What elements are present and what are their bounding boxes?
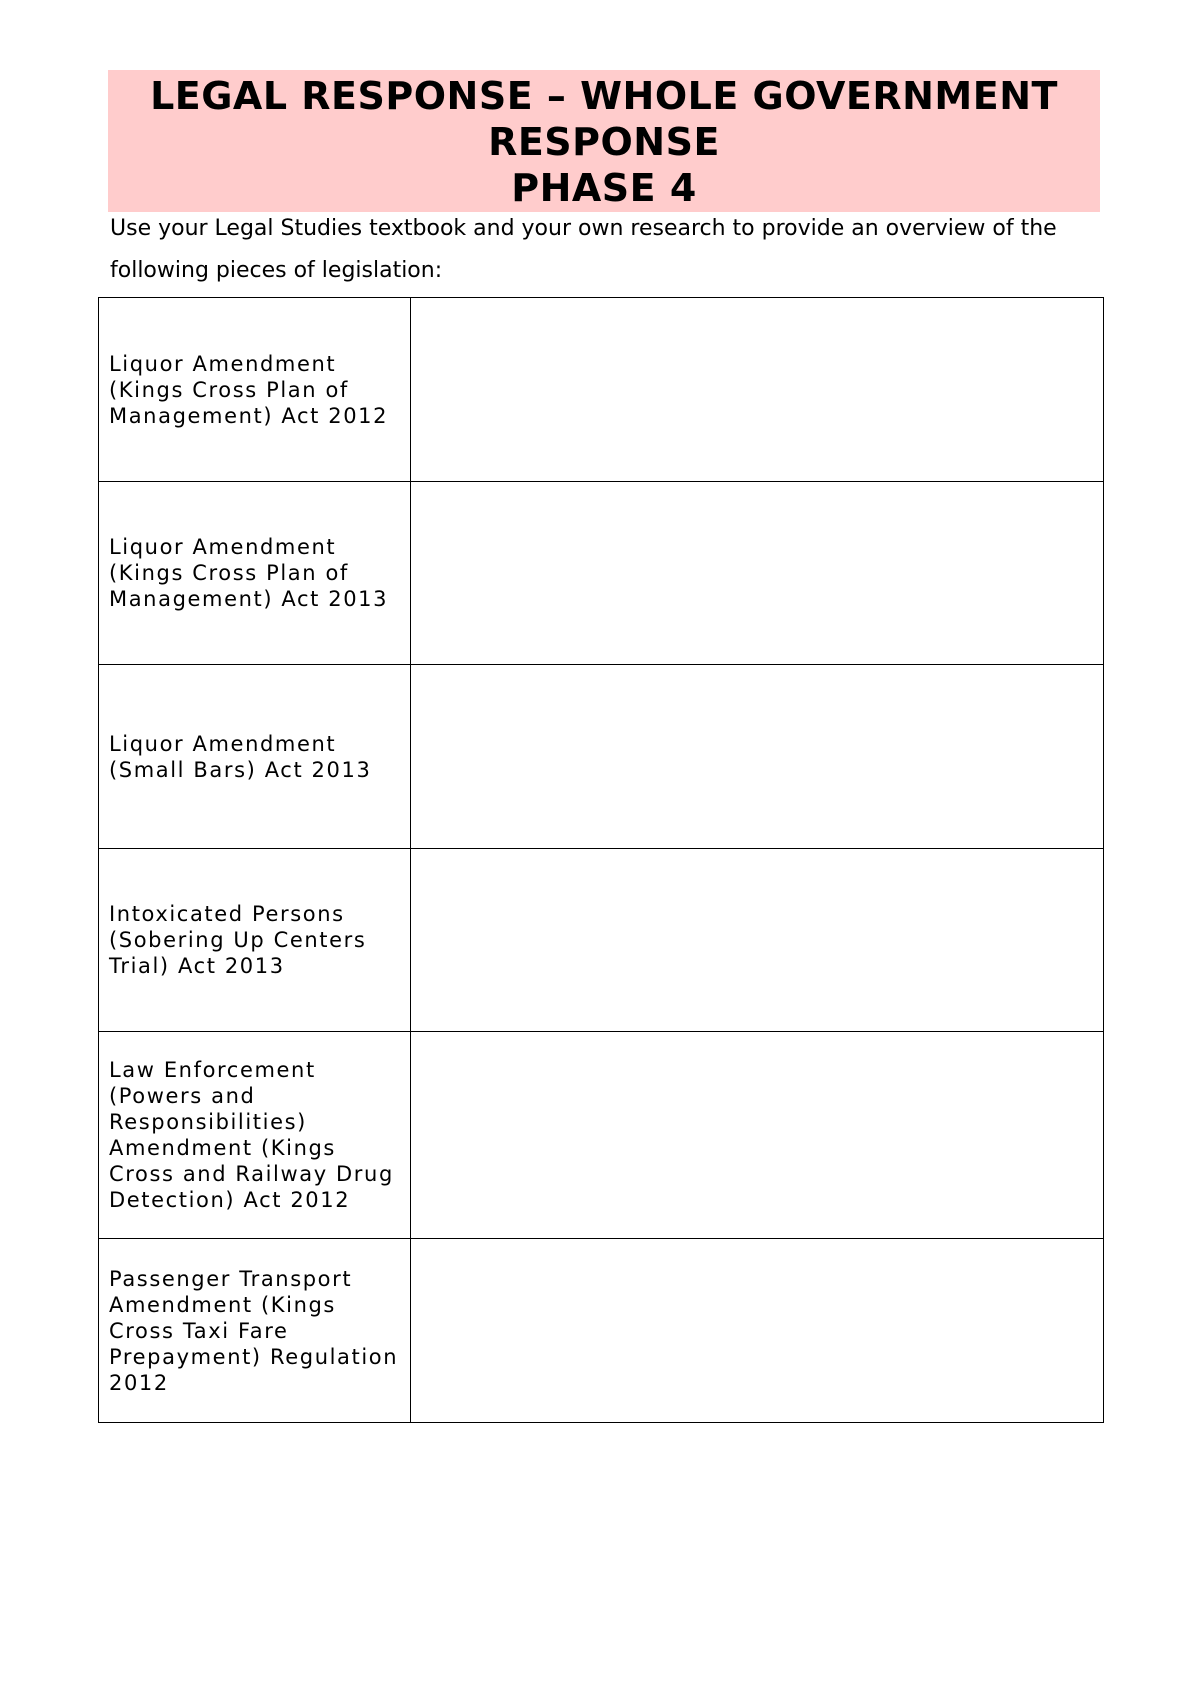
instructions-text: Use your Legal Studies textbook and your own research to provide an overview of the following pieces of legislation: <box>110 216 1057 283</box>
legislation-table <box>98 297 1104 1423</box>
page-title <box>108 70 1100 212</box>
title-line-3: PHASE 4 <box>511 166 697 210</box>
legislation-name: Liquor Amendment (Kings Cross Plan of Management) Act 2013 <box>99 482 411 665</box>
overview-cell[interactable] <box>411 665 1104 849</box>
table-row <box>99 1032 1104 1239</box>
legislation-name: Law Enforcement (Powers and Responsibilities) Amendment (Kings Cross and Railway Drug Detection) Act 2012 <box>99 1032 411 1239</box>
legislation-name: Liquor Amendment (Small Bars) Act 2013 <box>99 665 411 849</box>
table-row <box>99 665 1104 849</box>
overview-cell[interactable] <box>411 482 1104 665</box>
legislation-name: Intoxicated Persons (Sobering Up Centers Trial) Act 2013 <box>99 849 411 1032</box>
legislation-name: Liquor Amendment (Kings Cross Plan of Management) Act 2012 <box>99 298 411 482</box>
table-row <box>99 298 1104 482</box>
table-row <box>99 1239 1104 1423</box>
legislation-name: Passenger Transport Amendment (Kings Cross Taxi Fare Prepayment) Regulation 2012 <box>99 1239 411 1423</box>
table-row <box>99 849 1104 1032</box>
overview-cell[interactable] <box>411 298 1104 482</box>
overview-cell[interactable] <box>411 1239 1104 1423</box>
title-line-2: RESPONSE <box>488 120 720 164</box>
title-line-1: LEGAL RESPONSE – WHOLE GOVERNMENT <box>150 74 1058 118</box>
overview-cell[interactable] <box>411 1032 1104 1239</box>
table-row <box>99 482 1104 665</box>
overview-cell[interactable] <box>411 849 1104 1032</box>
